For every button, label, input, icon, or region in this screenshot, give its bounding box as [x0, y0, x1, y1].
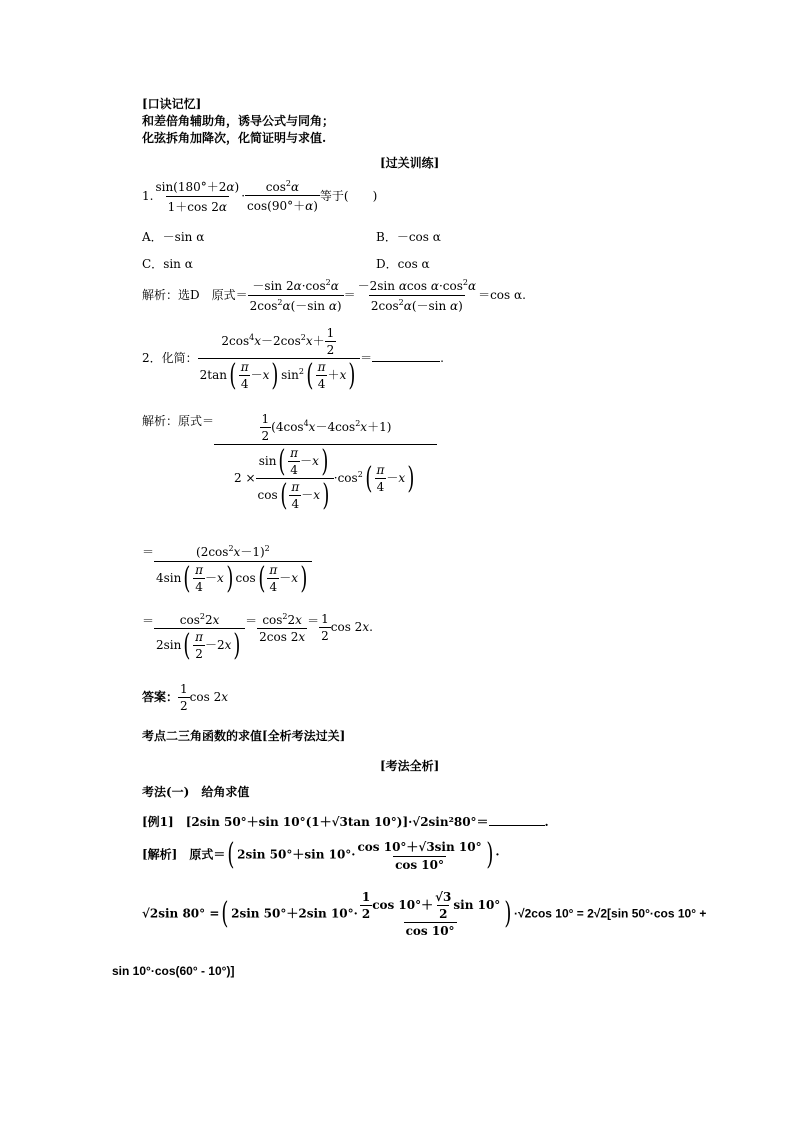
example-1-label: [例1]: [142, 815, 174, 829]
question-2-answer: 答案： $\frac{1}{2}$ cos 2x: [142, 682, 228, 713]
option-c: C．sin α: [142, 257, 193, 271]
section-heading-topic-2: 考点二三角函数的求值[全析考法过关]: [142, 729, 346, 743]
question-2-solution: 解析：原式＝ $\frac{1}{2}$ $(4\cos^4x-4\cos^2x+1)$ 2 × sin( $\frac{\pi}{4}$ －x) cos( $\frac{\pi}{4}$ －x) $\cdot\cos^2$( $\frac{\pi}{4}$ －x): [142, 412, 437, 511]
analysis-1-line-3: √2sin 80° =( 2sin 50°＋2sin 10°· $\frac{1}{2}$ cos 10°＋ $\frac{√3}{2}$ sin 10° cos 10° ) ·√2cos 10° = 2√2[sin 50°·cos 10° +: [142, 890, 707, 938]
mnemonic-line-2: 化弦拆角加降次，化简证明与求值.: [142, 131, 327, 145]
mnemonic-line-1: 和差倍角辅助角，诱导公式与同角；: [142, 114, 335, 128]
option-d: D．cos α: [376, 257, 430, 271]
q1-fraction-2: $\frac{\cos^2\alpha}{\cos(90^\circ+\alpha)}$: [247, 179, 318, 213]
mnemonic-heading: [口诀记忆]: [142, 97, 202, 111]
question-2-label: 2．化简：: [142, 351, 198, 365]
option-b: B．－cos α: [376, 230, 441, 244]
question-2: 2．化简： $2\cos^4x-2\cos^2x+$ $\frac{1}{2}$ 2tan( $\frac{\pi}{4}$ －x) $\sin^2$( $\frac{\pi}{4}$ ＋x) ＝ .: [142, 326, 444, 393]
question-2-step-3: ＝ $\cos^22x$ 2sin( $\frac{\pi}{2}$ －2x) ＝ $\frac{\cos^22x}{2\cos 2x}$ ＝ $\frac{1}{2}$ cos 2x.: [142, 612, 373, 663]
method-1-heading: 考法(一) 给角求值: [142, 785, 250, 799]
q2-fraction: $2\cos^4x-2\cos^2x+$ $\frac{1}{2}$ 2tan( $\frac{\pi}{4}$ －x) $\sin^2$( $\frac{\pi}{4}$ ＋x): [198, 326, 360, 391]
question-1: 1. $\frac{\sin(180^\circ+2\alpha)}{1+\cos 2\alpha}$ · $\frac{\cos^2\alpha}{\cos(90^\circ+\alpha)}$ 等于( ): [142, 179, 378, 214]
section-title-practice: [过关训练]: [380, 156, 440, 170]
analysis-1-line-1: [解析] 原式＝( 2sin 50°＋sin 10°· $\frac{\cos 10^\circ+√3\sin 10^\circ}{\cos 10^\circ}$ ) ·: [142, 837, 500, 872]
q1-fraction-1: $\frac{\sin(180^\circ+2\alpha)}{1+\cos 2\alpha}$: [155, 180, 240, 214]
example-1: [例1] [2sin 50°＋sin 10°(1＋√3tan 10°)]·√2sin²80°＝ .: [142, 815, 549, 829]
section-title-method-analysis: [考法全析]: [380, 759, 440, 773]
example-1-expression: [2sin 50°＋sin 10°(1＋√3tan 10°)]·√2sin²80°＝: [185, 815, 489, 829]
question-2-step-2: ＝ $(2\cos^2x-1)^2$ 4sin( $\frac{\pi}{4}$ －x) cos( $\frac{\pi}{4}$ －x): [142, 543, 312, 594]
option-a: A．－sin α: [142, 230, 205, 244]
question-1-number: 1.: [142, 189, 154, 203]
example-1-blank[interactable]: [489, 813, 545, 826]
question-1-solution: 解析：选D 原式＝ $\frac{-\sin 2\alpha\cdot\cos^2\alpha}{2\cos^2\alpha(-\sin \alpha)}$ ＝ $\frac{-2\sin \alpha\cos \alpha\cdot\cos^2\alpha}{2\cos^2\alpha(-\sin \alpha)}$ ＝cos α.: [142, 278, 526, 313]
answer-blank[interactable]: [372, 349, 440, 362]
question-1-suffix: 等于( ): [319, 189, 378, 203]
analysis-1-line-4: sin 10°·cos(60° - 10°)]: [112, 964, 235, 978]
